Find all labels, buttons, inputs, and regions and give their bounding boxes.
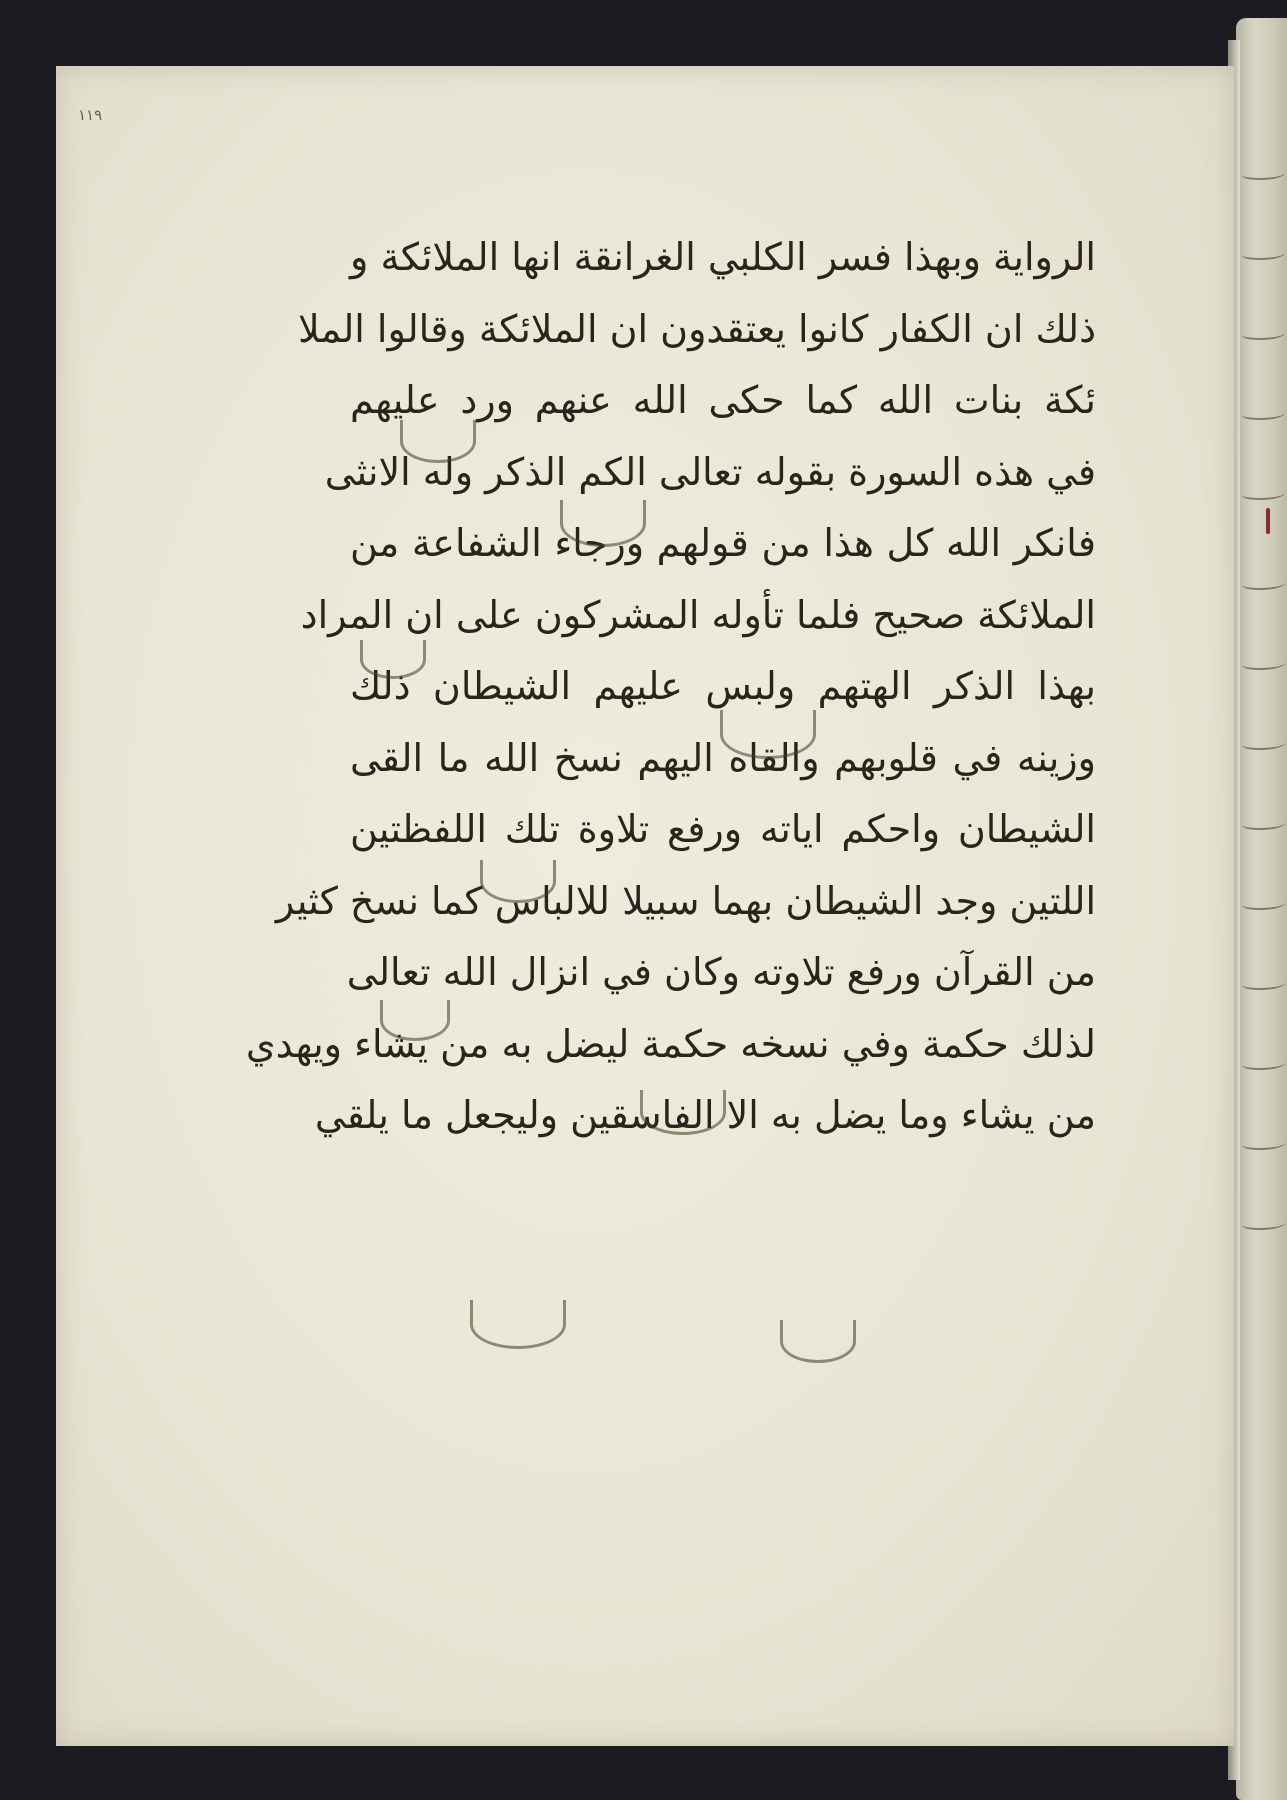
text-line-2: ذلك ان الكفار كانوا يعتقدون ان الملائكة وقالوا الملا (298, 306, 1096, 351)
leaf-scribble (1242, 168, 1285, 180)
text-line-10: اللتين وجد الشيطان بهما سبيلا للالباس كما نسخ كثير (275, 878, 1096, 923)
ink-flourish (400, 420, 476, 463)
leaf-scribble (1242, 898, 1285, 910)
text-line-1: الرواية وبهذا فسر الكلبي الغرانقة انها الملائكة و (350, 235, 1096, 279)
leaf-scribble (1242, 328, 1285, 340)
text-line-12: لذلك حكمة وفي نسخه حكمة ليضل به من يشاء ويهدي (245, 1021, 1096, 1066)
leaf-scribble (1242, 658, 1285, 670)
leaf-scribble (1242, 1218, 1285, 1230)
text-line-4: في هذه السورة بقوله تعالى الكم الذكر وله الانثى (324, 449, 1096, 494)
leaf-scribble (1242, 978, 1285, 990)
leaf-scribble (1242, 1138, 1285, 1150)
leaf-scribble (1242, 818, 1285, 830)
leaf-scribble (1242, 1058, 1285, 1070)
leaf-scribble (1242, 738, 1285, 750)
text-line-3: ئكة بنات الله كما حكى الله عنهم ورد عليهم (350, 378, 1096, 422)
leaf-scribble (1242, 248, 1285, 260)
next-leaf-edge (1236, 18, 1287, 1800)
red-ink-mark (1266, 508, 1270, 534)
text-line-7: بهذا الذكر الهتهم ولبس عليهم الشيطان ذلك (350, 664, 1096, 708)
text-line-11: من القرآن ورفع تلاوته وكان في انزال الله تعالى (346, 950, 1096, 994)
ink-flourish (470, 1300, 566, 1349)
leaf-scribble (1242, 408, 1285, 420)
folio-number: ١١٩ (78, 106, 103, 124)
leaf-scribble (1242, 488, 1285, 500)
text-line-9: الشيطان واحكم اياته ورفع تلاوة تلك اللفظتين (350, 807, 1096, 851)
text-line-8: وزينه في قلوبهم والقاه اليهم نسخ الله ما القى (350, 735, 1096, 780)
ink-flourish (560, 500, 646, 547)
ink-flourish (780, 1320, 856, 1363)
text-line-6: الملائكة صحيح فلما تأوله المشركون على ان المراد (300, 592, 1096, 637)
text-line-13: من يشاء وما يضل به الا الفاسقين وليجعل ما يلقي (314, 1093, 1096, 1137)
ink-flourish (640, 1090, 726, 1135)
text-block (245, 222, 1096, 1372)
ink-flourish (480, 860, 556, 903)
leaf-scribble (1242, 578, 1285, 590)
ink-flourish (360, 640, 426, 679)
ink-flourish (720, 710, 816, 759)
ink-flourish (380, 1000, 450, 1041)
text-line-5: فانكر الله كل هذا من قولهم ورجاء الشفاعة من (350, 521, 1096, 565)
